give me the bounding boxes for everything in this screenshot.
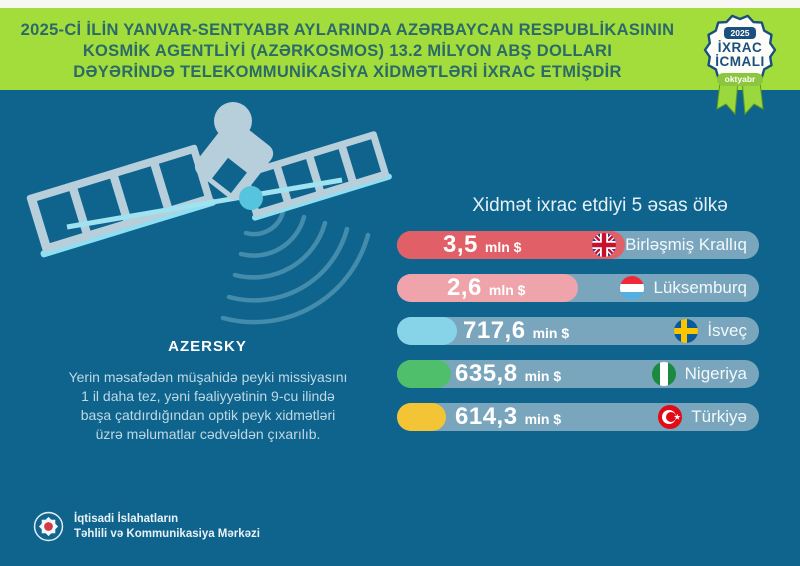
bar-country <box>620 274 759 302</box>
solar-panel-left-icon <box>23 143 217 258</box>
satellite-illustration <box>12 92 392 332</box>
satellite-name-label: AZERSKY <box>168 338 247 355</box>
note-line-3: başa çatdırdığından optik peyk xidmətləri <box>80 407 336 423</box>
top-white-strip <box>0 0 800 8</box>
bar-fill <box>397 360 451 388</box>
org-emblem-icon <box>33 511 64 542</box>
bar-row-sweden <box>397 317 759 345</box>
bar-value: 614,3 min $ <box>455 403 562 430</box>
nigeria-flag-icon <box>652 362 676 386</box>
turkey-flag-icon <box>658 405 682 429</box>
country-label: Lüksemburq <box>653 278 747 297</box>
sweden-flag-icon <box>674 319 698 343</box>
bar-fill <box>397 403 446 431</box>
export-review-badge <box>692 6 788 122</box>
united-kingdom-flag-icon <box>592 233 616 257</box>
bar-row-nigeria <box>397 360 759 388</box>
country-bar-chart <box>397 231 759 446</box>
azersky-note <box>30 368 386 444</box>
country-label: İsveç <box>707 321 747 340</box>
bar-country <box>592 231 759 259</box>
chart-title: Xidmət ixrac etdiyi 5 əsas ölkə <box>472 195 728 216</box>
page-title <box>0 20 695 83</box>
org-name-line-1: İqtisadi İslahatların <box>74 513 179 525</box>
satellite-antenna-icon <box>239 186 263 210</box>
title-line-3: DƏYƏRİNDƏ TELEKOMMUNİKASİYA XİDMƏTLƏRİ İXRAC ETMİŞDİR <box>73 63 622 81</box>
bar-country <box>652 360 759 388</box>
footer-org <box>33 511 260 542</box>
badge-content <box>692 6 788 87</box>
country-label: Birləşmiş Krallıq <box>625 235 747 254</box>
badge-line-ixrac: İXRAC <box>717 40 763 55</box>
luxembourg-flag-icon <box>620 276 644 300</box>
badge-line-icmali: İCMALI <box>715 54 765 69</box>
bar-row-turkey <box>397 403 759 431</box>
bar-value: 717,6 min $ <box>463 317 570 344</box>
note-line-4: üzrə məlumatlar cədvəldən çıxarılıb. <box>95 426 321 442</box>
bar-value: 635,8 min $ <box>455 360 562 387</box>
note-line-1: Yerin məsafədən müşahidə peyki missiyasını <box>68 369 348 385</box>
note-line-2: 1 il daha tez, yəni fəaliyyətinin 9-cu ilində <box>81 388 335 404</box>
bar-country <box>674 317 759 345</box>
bar-row-united-kingdom <box>397 231 759 259</box>
country-label: Nigeriya <box>684 364 747 383</box>
header-banner <box>0 8 800 90</box>
country-label: Türkiyə <box>691 407 747 426</box>
bar-fill <box>397 317 457 345</box>
badge-year: 2025 <box>724 27 757 39</box>
signal-waves-icon <box>223 212 368 322</box>
star-shape-icon <box>674 414 681 421</box>
title-line-1: 2025-Cİ İLİN YANVAR-SENTYABR AYLARINDA AZƏRBAYCAN RESPUBLİKASININ <box>20 21 675 39</box>
org-name <box>74 512 260 541</box>
org-name-line-2: Təhlili və Kommunikasiya Mərkəzi <box>74 527 260 540</box>
bar-value: 2,6 mln $ <box>447 274 526 301</box>
title-line-2: KOSMİK AGENTLİYİ (AZƏRKOSMOS) 13.2 MİLYON ABŞ DOLLARI <box>82 42 613 60</box>
satellite-dish-icon <box>214 102 252 140</box>
badge-month: oktyabr <box>717 73 764 86</box>
bar-value: 3,5 mln $ <box>443 231 522 258</box>
bar-country <box>658 403 759 431</box>
bar-row-luxembourg <box>397 274 759 302</box>
